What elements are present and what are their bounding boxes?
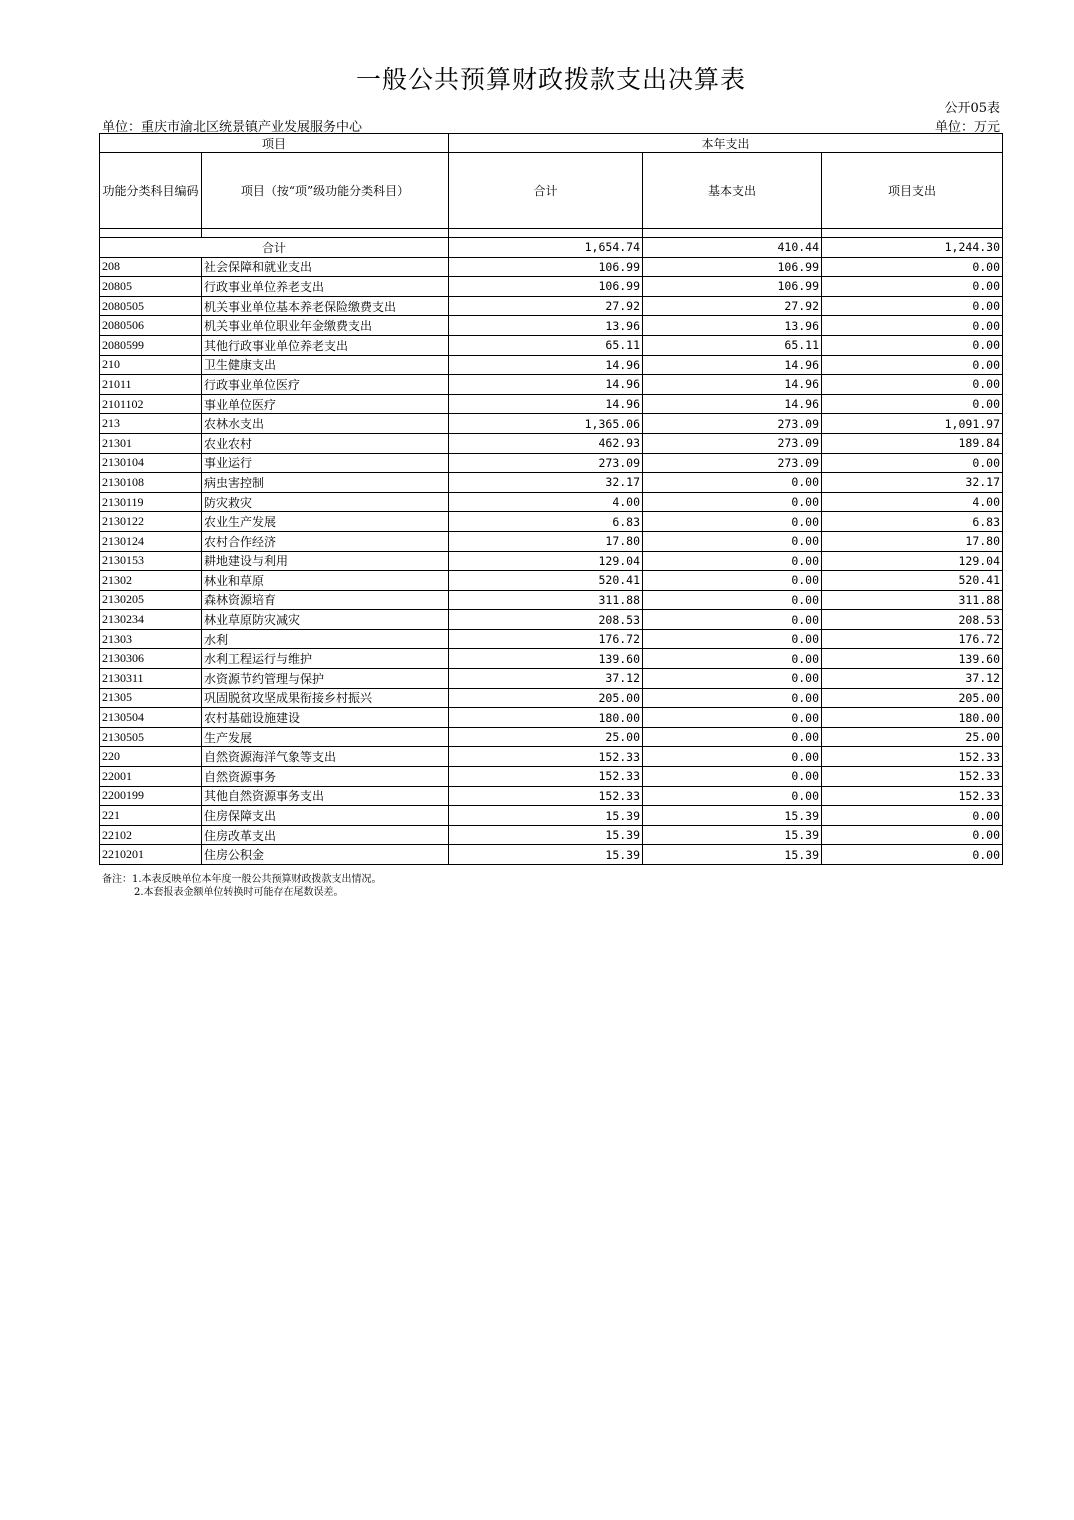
row-name: 住房改革支出 bbox=[202, 825, 449, 845]
row-code: 22102 bbox=[100, 825, 202, 845]
row-proj: 189.84 bbox=[822, 433, 1003, 453]
row-total: 1,365.06 bbox=[449, 414, 643, 434]
header-gap bbox=[100, 229, 1003, 238]
row-proj: 0.00 bbox=[822, 453, 1003, 473]
page-title: 一般公共预算财政拨款支出决算表 bbox=[355, 65, 746, 94]
row-code: 20805 bbox=[100, 277, 202, 297]
row-code: 2130311 bbox=[100, 669, 202, 689]
table-row bbox=[100, 825, 1003, 845]
row-name: 自然资源海洋气象等支出 bbox=[202, 747, 449, 767]
row-basic: 0.00 bbox=[643, 767, 822, 787]
table-row bbox=[100, 806, 1003, 826]
row-name: 事业单位医疗 bbox=[202, 394, 449, 414]
row-proj: 0.00 bbox=[822, 394, 1003, 414]
header-row-2 bbox=[100, 153, 1003, 229]
row-proj: 0.00 bbox=[822, 257, 1003, 277]
row-basic: 273.09 bbox=[643, 433, 822, 453]
row-name: 水利 bbox=[202, 629, 449, 649]
table-row bbox=[100, 767, 1003, 787]
row-total: 462.93 bbox=[449, 433, 643, 453]
row-basic: 0.00 bbox=[643, 610, 822, 630]
row-name: 防灾救灾 bbox=[202, 492, 449, 512]
row-total: 152.33 bbox=[449, 767, 643, 787]
row-total: 273.09 bbox=[449, 453, 643, 473]
row-total: 65.11 bbox=[449, 335, 643, 355]
row-total: 14.96 bbox=[449, 394, 643, 414]
row-name: 水利工程运行与维护 bbox=[202, 649, 449, 669]
row-code: 2130205 bbox=[100, 590, 202, 610]
table-row bbox=[100, 316, 1003, 336]
row-basic: 65.11 bbox=[643, 335, 822, 355]
row-name: 农村合作经济 bbox=[202, 531, 449, 551]
row-proj: 139.60 bbox=[822, 649, 1003, 669]
row-proj: 0.00 bbox=[822, 335, 1003, 355]
table-row bbox=[100, 414, 1003, 434]
table-row bbox=[100, 786, 1003, 806]
row-code: 2210201 bbox=[100, 845, 202, 865]
row-name: 病虫害控制 bbox=[202, 473, 449, 493]
row-total: 17.80 bbox=[449, 531, 643, 551]
header-this-year: 本年支出 bbox=[449, 134, 1003, 153]
row-total: 176.72 bbox=[449, 629, 643, 649]
row-proj: 0.00 bbox=[822, 825, 1003, 845]
table-row bbox=[100, 335, 1003, 355]
row-total: 129.04 bbox=[449, 551, 643, 571]
row-total: 13.96 bbox=[449, 316, 643, 336]
row-total: 139.60 bbox=[449, 649, 643, 669]
row-code: 22001 bbox=[100, 767, 202, 787]
row-proj: 32.17 bbox=[822, 473, 1003, 493]
row-total: 152.33 bbox=[449, 747, 643, 767]
row-name: 社会保障和就业支出 bbox=[202, 257, 449, 277]
row-proj: 25.00 bbox=[822, 727, 1003, 747]
row-code: 2130119 bbox=[100, 492, 202, 512]
row-total: 520.41 bbox=[449, 571, 643, 591]
row-name: 住房公积金 bbox=[202, 845, 449, 865]
table-row bbox=[100, 649, 1003, 669]
row-proj: 129.04 bbox=[822, 551, 1003, 571]
row-basic: 0.00 bbox=[643, 688, 822, 708]
row-basic: 0.00 bbox=[643, 512, 822, 532]
row-total: 311.88 bbox=[449, 590, 643, 610]
row-code: 213 bbox=[100, 414, 202, 434]
row-total: 180.00 bbox=[449, 708, 643, 728]
row-code: 2080506 bbox=[100, 316, 202, 336]
row-proj: 0.00 bbox=[822, 277, 1003, 297]
row-name: 巩固脱贫攻坚成果衔接乡村振兴 bbox=[202, 688, 449, 708]
header-item: 项目（按“项”级功能分类科目） bbox=[202, 153, 449, 229]
row-proj: 0.00 bbox=[822, 806, 1003, 826]
row-proj: 37.12 bbox=[822, 669, 1003, 689]
row-basic: 273.09 bbox=[643, 453, 822, 473]
row-total: 15.39 bbox=[449, 825, 643, 845]
table-row bbox=[100, 433, 1003, 453]
table-row bbox=[100, 551, 1003, 571]
table-row bbox=[100, 747, 1003, 767]
row-code: 220 bbox=[100, 747, 202, 767]
footnote-2: 2.本套报表金额单位转换时可能存在尾数误差。 bbox=[134, 887, 344, 898]
row-name: 机关事业单位职业年金缴费支出 bbox=[202, 316, 449, 336]
footnotes bbox=[102, 873, 382, 899]
row-code: 21011 bbox=[100, 375, 202, 395]
row-basic: 14.96 bbox=[643, 375, 822, 395]
row-basic: 0.00 bbox=[643, 590, 822, 610]
table-row bbox=[100, 355, 1003, 375]
row-basic: 0.00 bbox=[643, 727, 822, 747]
table-row bbox=[100, 257, 1003, 277]
row-total: 14.96 bbox=[449, 355, 643, 375]
table-row bbox=[100, 590, 1003, 610]
row-proj: 4.00 bbox=[822, 492, 1003, 512]
row-total: 15.39 bbox=[449, 845, 643, 865]
row-basic: 0.00 bbox=[643, 571, 822, 591]
table-row bbox=[100, 688, 1003, 708]
row-proj: 1,091.97 bbox=[822, 414, 1003, 434]
row-code: 21301 bbox=[100, 433, 202, 453]
row-name: 事业运行 bbox=[202, 453, 449, 473]
row-proj: 520.41 bbox=[822, 571, 1003, 591]
row-total: 15.39 bbox=[449, 806, 643, 826]
row-code: 2080505 bbox=[100, 296, 202, 316]
row-basic: 0.00 bbox=[643, 708, 822, 728]
table-row bbox=[100, 296, 1003, 316]
table-row bbox=[100, 629, 1003, 649]
row-proj: 205.00 bbox=[822, 688, 1003, 708]
row-proj: 208.53 bbox=[822, 610, 1003, 630]
row-code: 2130122 bbox=[100, 512, 202, 532]
row-name: 耕地建设与利用 bbox=[202, 551, 449, 571]
row-total: 205.00 bbox=[449, 688, 643, 708]
table-row bbox=[100, 531, 1003, 551]
row-name: 生产发展 bbox=[202, 727, 449, 747]
row-total: 25.00 bbox=[449, 727, 643, 747]
row-basic: 0.00 bbox=[643, 492, 822, 512]
row-proj: 152.33 bbox=[822, 767, 1003, 787]
table-row bbox=[100, 492, 1003, 512]
table-row bbox=[100, 394, 1003, 414]
row-code: 208 bbox=[100, 257, 202, 277]
row-code: 2130124 bbox=[100, 531, 202, 551]
row-name: 其他自然资源事务支出 bbox=[202, 786, 449, 806]
row-code: 2130505 bbox=[100, 727, 202, 747]
total-row bbox=[100, 238, 1003, 258]
row-total: 37.12 bbox=[449, 669, 643, 689]
row-name: 住房保障支出 bbox=[202, 806, 449, 826]
total-proj: 1,244.30 bbox=[822, 238, 1003, 258]
header-basic: 基本支出 bbox=[643, 153, 822, 229]
row-total: 106.99 bbox=[449, 277, 643, 297]
row-name: 行政事业单位养老支出 bbox=[202, 277, 449, 297]
row-total: 27.92 bbox=[449, 296, 643, 316]
row-proj: 0.00 bbox=[822, 845, 1003, 865]
row-proj: 6.83 bbox=[822, 512, 1003, 532]
row-total: 152.33 bbox=[449, 786, 643, 806]
row-basic: 13.96 bbox=[643, 316, 822, 336]
row-proj: 152.33 bbox=[822, 786, 1003, 806]
row-name: 其他行政事业单位养老支出 bbox=[202, 335, 449, 355]
row-name: 森林资源培育 bbox=[202, 590, 449, 610]
row-basic: 15.39 bbox=[643, 806, 822, 826]
row-name: 自然资源事务 bbox=[202, 767, 449, 787]
row-name: 农林水支出 bbox=[202, 414, 449, 434]
row-proj: 311.88 bbox=[822, 590, 1003, 610]
header-code: 功能分类科目编码 bbox=[100, 153, 202, 229]
row-name: 卫生健康支出 bbox=[202, 355, 449, 375]
row-code: 210 bbox=[100, 355, 202, 375]
row-proj: 17.80 bbox=[822, 531, 1003, 551]
row-basic: 27.92 bbox=[643, 296, 822, 316]
total-total: 1,654.74 bbox=[449, 238, 643, 258]
row-total: 106.99 bbox=[449, 257, 643, 277]
row-total: 14.96 bbox=[449, 375, 643, 395]
row-name: 农业生产发展 bbox=[202, 512, 449, 532]
row-total: 6.83 bbox=[449, 512, 643, 532]
row-proj: 180.00 bbox=[822, 708, 1003, 728]
footnote-1: 备注：1.本表反映单位本年度一般公共预算财政拨款支出情况。 bbox=[102, 874, 382, 885]
row-basic: 14.96 bbox=[643, 355, 822, 375]
row-code: 2200199 bbox=[100, 786, 202, 806]
header-row-1 bbox=[100, 134, 1003, 153]
form-number: 公开05表 bbox=[944, 101, 1000, 116]
table-row bbox=[100, 845, 1003, 865]
row-total: 32.17 bbox=[449, 473, 643, 493]
header-proj: 项目支出 bbox=[822, 153, 1003, 229]
table-row bbox=[100, 277, 1003, 297]
row-basic: 0.00 bbox=[643, 531, 822, 551]
expenditure-table bbox=[99, 133, 1003, 865]
row-basic: 0.00 bbox=[643, 669, 822, 689]
row-proj: 0.00 bbox=[822, 296, 1003, 316]
row-code: 2130153 bbox=[100, 551, 202, 571]
row-proj: 0.00 bbox=[822, 375, 1003, 395]
row-code: 21303 bbox=[100, 629, 202, 649]
row-code: 2130104 bbox=[100, 453, 202, 473]
row-code: 21305 bbox=[100, 688, 202, 708]
total-label: 合计 bbox=[100, 238, 449, 258]
row-code: 2130306 bbox=[100, 649, 202, 669]
table-row bbox=[100, 453, 1003, 473]
row-basic: 0.00 bbox=[643, 747, 822, 767]
row-code: 2130504 bbox=[100, 708, 202, 728]
row-basic: 0.00 bbox=[643, 473, 822, 493]
table-row bbox=[100, 669, 1003, 689]
row-name: 水资源节约管理与保护 bbox=[202, 669, 449, 689]
row-name: 林业草原防灾减灾 bbox=[202, 610, 449, 630]
row-proj: 176.72 bbox=[822, 629, 1003, 649]
row-name: 林业和草原 bbox=[202, 571, 449, 591]
row-code: 21302 bbox=[100, 571, 202, 591]
row-basic: 0.00 bbox=[643, 649, 822, 669]
table-row bbox=[100, 512, 1003, 532]
row-code: 2080599 bbox=[100, 335, 202, 355]
row-code: 2101102 bbox=[100, 394, 202, 414]
unit-organization: 单位：重庆市渝北区统景镇产业发展服务中心 bbox=[102, 120, 363, 135]
row-name: 机关事业单位基本养老保险缴费支出 bbox=[202, 296, 449, 316]
row-proj: 152.33 bbox=[822, 747, 1003, 767]
row-basic: 15.39 bbox=[643, 825, 822, 845]
row-basic: 0.00 bbox=[643, 629, 822, 649]
row-proj: 0.00 bbox=[822, 355, 1003, 375]
total-basic: 410.44 bbox=[643, 238, 822, 258]
row-basic: 0.00 bbox=[643, 786, 822, 806]
table-row bbox=[100, 727, 1003, 747]
row-basic: 15.39 bbox=[643, 845, 822, 865]
row-basic: 273.09 bbox=[643, 414, 822, 434]
table-row bbox=[100, 473, 1003, 493]
row-proj: 0.00 bbox=[822, 316, 1003, 336]
header-total: 合计 bbox=[449, 153, 643, 229]
table-row bbox=[100, 375, 1003, 395]
table-row bbox=[100, 571, 1003, 591]
row-name: 农村基础设施建设 bbox=[202, 708, 449, 728]
row-basic: 106.99 bbox=[643, 277, 822, 297]
row-basic: 106.99 bbox=[643, 257, 822, 277]
row-basic: 0.00 bbox=[643, 551, 822, 571]
row-name: 农业农村 bbox=[202, 433, 449, 453]
unit-currency: 单位：万元 bbox=[934, 120, 1000, 135]
row-basic: 14.96 bbox=[643, 394, 822, 414]
header-project: 项目 bbox=[100, 134, 449, 153]
table-row bbox=[100, 708, 1003, 728]
row-code: 2130234 bbox=[100, 610, 202, 630]
row-total: 208.53 bbox=[449, 610, 643, 630]
row-code: 221 bbox=[100, 806, 202, 826]
table-row bbox=[100, 610, 1003, 630]
row-code: 2130108 bbox=[100, 473, 202, 493]
row-name: 行政事业单位医疗 bbox=[202, 375, 449, 395]
row-total: 4.00 bbox=[449, 492, 643, 512]
